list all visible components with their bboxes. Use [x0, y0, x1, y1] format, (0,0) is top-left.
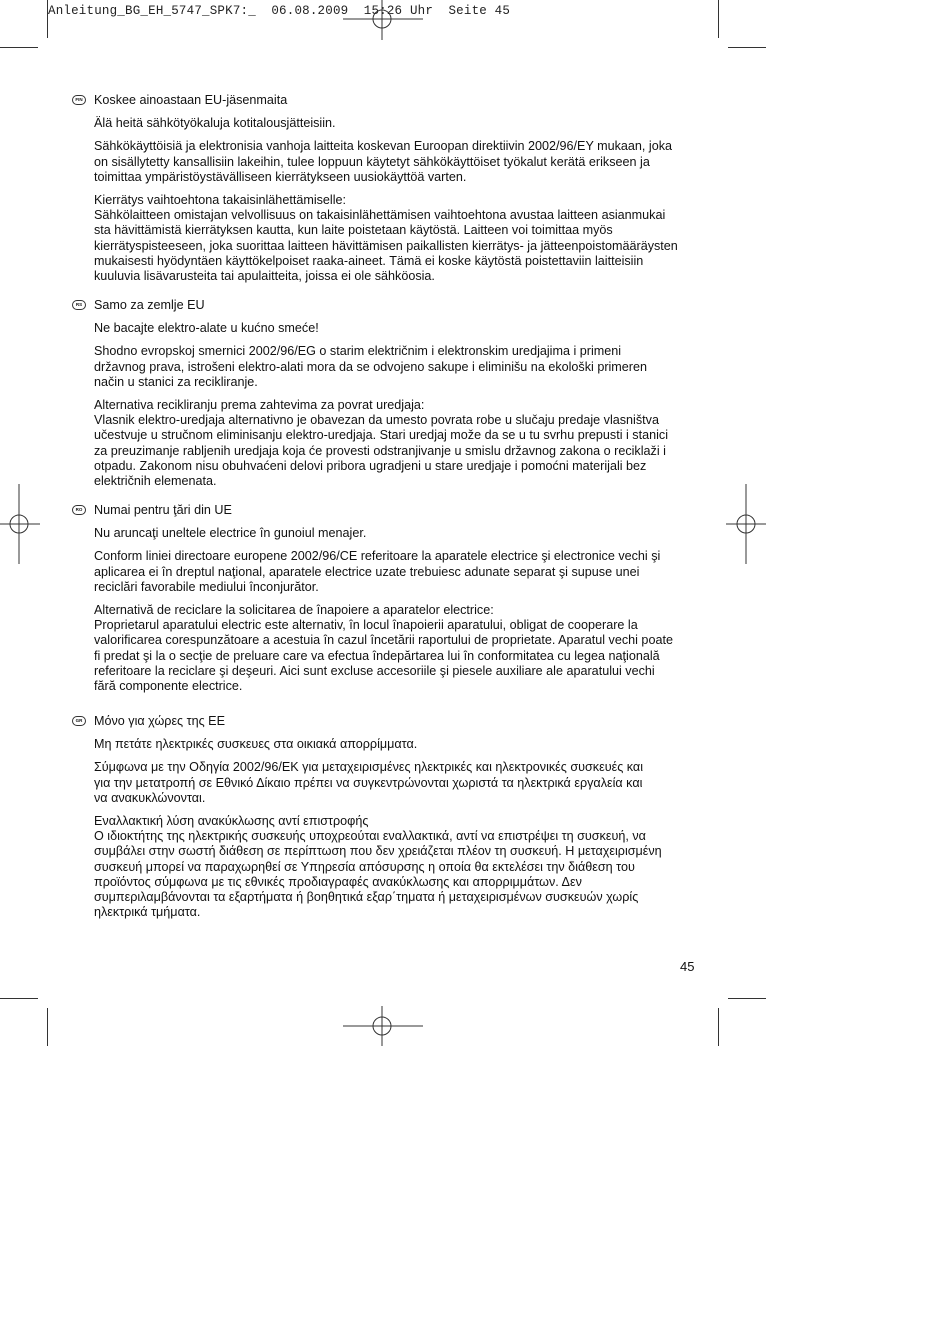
section-heading: Koskee ainoastaan EU-jäsenmaita — [94, 93, 288, 107]
section-heading: Samo za zemlje EU — [94, 298, 205, 312]
paragraph: Alternativă de reciclare la solicitarea de înapoiere a aparatelor electrice: Proprietarul aparatului electric este alternativ, în locul înapoierii aparatului, obligat de cooperare la valorificarea corespunzătoare a acestuia în cazul încetării raportului de proprietate. Aparatul vechi poate fi predat şi la o secţie de preluare care va efectua îndepărtarea lui în conformitatea cu legea naţională referitoare la reciclare şi deşeuri. Aici sunt excluse accesoriile şi piesele auxiliare ale aparatului vechi fără componente electrice. — [94, 603, 673, 694]
section-ro — [75, 503, 694, 702]
language-badge-icon: RO — [72, 505, 86, 515]
crop-mark — [0, 47, 38, 48]
registration-mark-left — [0, 484, 40, 564]
warning-text: Älä heitä sähkötyökaluja kotitalousjätteisiin. — [94, 116, 336, 131]
section-rs — [75, 298, 694, 497]
paragraph: Σύμφωνα με την Οδηγία 2002/96/ΕΚ για μεταχειρισμένες ηλεκτρικές και ηλεκτρονικές συσκευές και για την μετατροπή σε Εθνικό Δίκαιο πρέπει να συγκεντρώνονται χωριστά τα ηλεκτρικά εργαλεία και να ανακυκλώνονται. — [94, 760, 643, 805]
paragraph: Conform liniei directoare europene 2002/96/CE referitoare la aparatele electrice şi electronice vechi şi aplicarea ei în dreptul naţional, aparatele electrice uzate trebuiesc adunate separat şi supuse unei reciclări favorabile mediului înconjurător. — [94, 549, 661, 594]
language-badge-icon: FIN — [72, 95, 86, 105]
paragraph: Alternativa recikliranju prema zahtevima za povrat uredjaja: Vlasnik elektro-uredjaja alternativno je obavezan da umesto povrata robe u slučaju predaje vlasništva učestvuje u stručnom eliminisanju elektro-uredjaja. Stari uredjaj može da se u tu svrhu prepusti i stanici za preuzimanje rabljenih uredjaja koja će provesti odstranjivanje u smislu državnog zakona o reciklaži i otpadu. Zakonom nisu obuhvaćeni delovi pribora ugradjeni u stare uredjaje i pomoćni materijali bez električnih elemenata. — [94, 398, 668, 489]
section-fin — [75, 93, 694, 292]
section-heading: Μόνο για χώρες της ΕΕ — [94, 714, 225, 728]
section-heading: Numai pentru ţări din UE — [94, 503, 232, 517]
crop-mark — [47, 1008, 48, 1046]
registration-mark-top — [343, 0, 423, 40]
registration-mark-right — [726, 484, 766, 564]
crop-mark — [0, 998, 38, 999]
page-number: 45 — [680, 959, 695, 974]
crop-mark — [47, 0, 48, 38]
crop-mark — [718, 0, 719, 38]
registration-mark-bottom — [343, 1006, 423, 1046]
section-gr — [75, 714, 694, 928]
language-badge-icon: RS — [72, 300, 86, 310]
crop-mark — [728, 47, 766, 48]
paragraph: Shodno evropskoj smernici 2002/96/EG o starim električnim i elektronskim uredjajima i primeni državnog prava, istrošeni elektro-alati mora da se odvojeno sakupe i eliminišu na ekološki primeren način u stanici za recikliranje. — [94, 344, 648, 389]
warning-text: Nu aruncaţi uneltele electrice în gunoiul menajer. — [94, 526, 367, 541]
paragraph: Εναλλακτική λύση ανακύκλωσης αντί επιστροφής O ιδιοκτήτης της ηλεκτρικής συσκευής υποχρεούται εναλλακτικά, αντί να επιστρέψει τη συσκευή, να συμβάλει στην σωστή διάθεση σε περίπτωση που δεν χρειάζεται πλέον τη συσκευή. Η μεταχειρισμένη συσκευή μπορεί να παραχωρηθεί σε Υπηρεσία απόσυρσης η οποία θα εκτελέσει την διάθεση του προϊόντος σύμφωνα με τις εθνικές προδιαγραφές ανακύκλωσης και απορριμμάτων. Δεν συμπεριλαμβάνονται τα εξαρτήματα ή βοηθητικά εξαρ΄τηματα ή μεταχειρισμένων συσκευών χωρίς ηλεκτρικά τμήματα. — [94, 814, 662, 920]
language-badge-icon: GR — [72, 716, 86, 726]
warning-text: Ne bacajte elektro-alate u kućno smeće! — [94, 321, 319, 336]
warning-text: Μη πετάτε ηλεκτρικές συσκευες στα οικιακά απορρίμματα. — [94, 737, 418, 752]
crop-mark — [728, 998, 766, 999]
paragraph: Sähkökäyttöisiä ja elektronisia vanhoja laitteita koskevan Euroopan direktiivin 2002/96/EY mukaan, joka on sisällytetty kansallisiin lakeihin, tulee loppuun käytetyt sähkökäyttöiset työkalut kerätä erikseen ja toimittaa ympäristöystävälliseen kierrätykseen uusiokäyttöä varten. — [94, 139, 673, 184]
crop-mark — [718, 1008, 719, 1046]
paragraph: Kierrätys vaihtoehtona takaisinlähettämiselle: Sähkölaitteen omistajan velvollisuus on takaisinlähettämisen vaihtoehtona avustaa laitteen asianmukai sta hävittämistä kierrätyksen kautta, kun laite poistetaan käytöstä. Laitteen voi toimittaa myös kierrätyspisteeseen, joka suorittaa laitteen hävittämisen paikallisten kierrätys- ja jätteenpoistomääräysten mukaisesti hyödyntäen käyttökelpoiset raaka-aineet. Tämä ei koske käytöstä poistettaviin laitteisiin kuuluvia lisävarusteita tai apulaitteita, joissa ei ole sähköosia. — [94, 193, 678, 284]
print-slug: Anleitung_BG_EH_5747_SPK7:_ 06.08.2009 15:26 Uhr Seite 45 — [48, 4, 511, 18]
